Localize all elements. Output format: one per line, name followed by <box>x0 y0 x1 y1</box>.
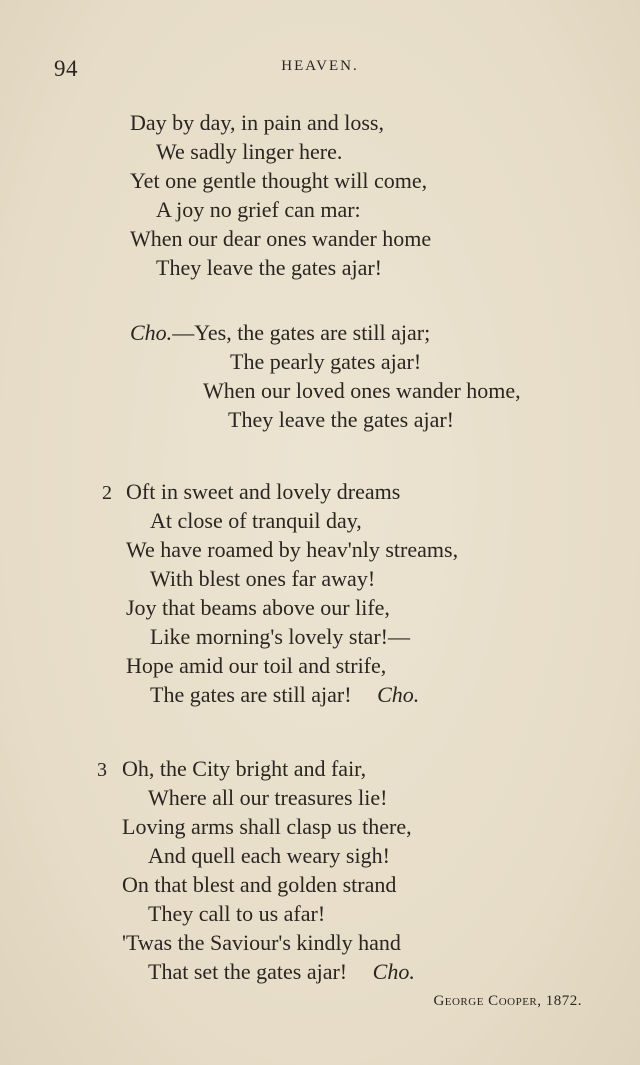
stanza-number: 3 <box>97 759 107 781</box>
running-head-title: HEAVEN. <box>281 58 359 74</box>
verse-line: Joy that beams above our life, <box>126 595 390 620</box>
verse-line: They leave the gates ajar! <box>156 255 382 280</box>
verse-line: With blest ones far away! <box>150 566 376 591</box>
verse-line: On that blest and golden strand <box>122 872 397 897</box>
verse-line: Loving arms shall clasp us there, <box>122 814 412 839</box>
chorus-first-line <box>130 320 430 346</box>
verse-line: Oft in sweet and lovely dreams <box>126 479 401 504</box>
chorus-reference: Cho. <box>372 959 415 984</box>
verse-line: Hope amid our toil and strife, <box>126 653 387 678</box>
verse-line: We sadly linger here. <box>156 139 343 164</box>
chorus-line-text: —Yes, the gates are still ajar; <box>172 320 431 345</box>
verse-line <box>148 959 415 985</box>
verse-line: 'Twas the Saviour's kindly hand <box>122 930 401 955</box>
author-attribution: George Cooper, 1872. <box>433 993 582 1009</box>
verse-line-text: The gates are still ajar! <box>150 682 352 707</box>
verse-line <box>150 682 419 708</box>
page-number: 94 <box>54 56 78 81</box>
verse-line: When our dear ones wander home <box>130 226 432 251</box>
verse-line: At close of tranquil day, <box>150 508 362 533</box>
chorus-line: When our loved ones wander home, <box>203 378 521 403</box>
verse-line: Day by day, in pain and loss, <box>130 110 384 135</box>
chorus-reference: Cho. <box>377 682 420 707</box>
chorus-label: Cho. <box>130 320 173 345</box>
verse-line: A joy no grief can mar: <box>156 197 361 222</box>
verse-line-text: That set the gates ajar! <box>148 959 348 984</box>
verse-line: Where all our treasures lie! <box>148 785 388 810</box>
verse-line: We have roamed by heav'nly streams, <box>126 537 459 562</box>
verse-line: And quell each weary sigh! <box>148 843 390 868</box>
chorus-line: The pearly gates ajar! <box>230 349 422 374</box>
chorus-line: They leave the gates ajar! <box>228 407 454 432</box>
verse-line: Oh, the City bright and fair, <box>122 756 367 781</box>
stanza-number: 2 <box>102 482 112 504</box>
verse-line: Like morning's lovely star!— <box>150 624 410 649</box>
verse-line: They call to us afar! <box>148 901 326 926</box>
verse-line: Yet one gentle thought will come, <box>130 168 428 193</box>
